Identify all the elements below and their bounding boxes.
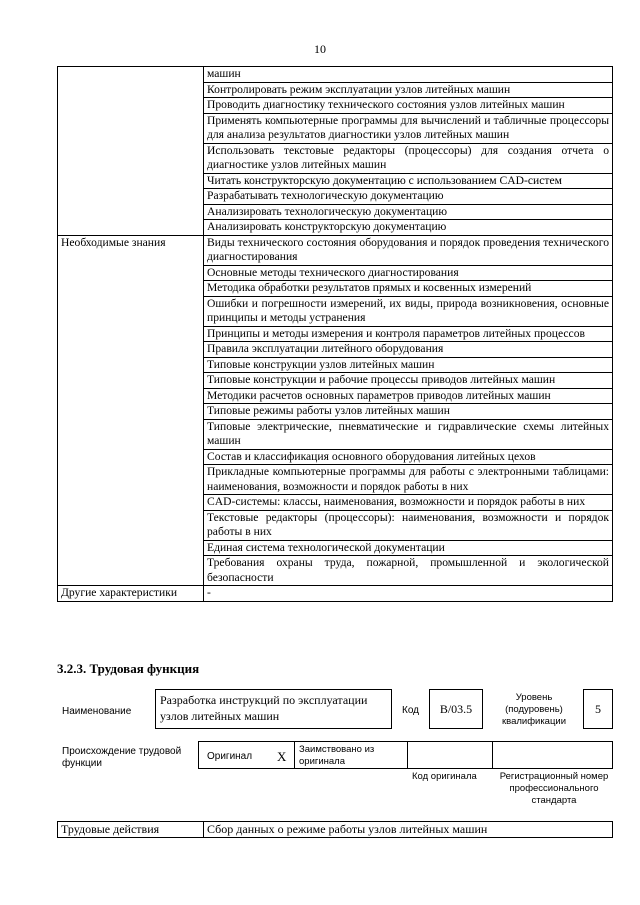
original-label: Оригинал	[207, 751, 253, 762]
table-row	[58, 67, 613, 83]
name-label: Наименование	[62, 706, 132, 717]
table-row	[58, 822, 613, 838]
row-text: CAD-системы: классы, наименования, возможности и порядок работы в них	[204, 495, 613, 511]
labor-actions-first: Сбор данных о режиме работы узлов литейных машин	[204, 822, 613, 838]
code-value: B/03.5	[429, 689, 483, 729]
name-box	[155, 689, 392, 729]
original-mark: X	[277, 749, 287, 764]
row-text: Требования охраны труда, пожарной, промышленной и экологической безопасности	[204, 556, 613, 586]
divider	[294, 742, 295, 768]
row-text: Читать конструкторскую документацию с использованием CAD-систем	[204, 173, 613, 189]
table-row	[58, 586, 613, 602]
code-caption: Код оригинала	[412, 771, 477, 782]
row-text: Типовые конструкции и рабочие процессы приводов литейных машин	[204, 373, 613, 389]
row-text: Применять компьютерные программы для вычислений и табличные процессоры для анализа результатов диагностики узлов литейных машин	[204, 113, 613, 143]
row-text: Контролировать режим эксплуатации узлов литейных машин	[204, 82, 613, 98]
labor-actions-label: Трудовые действия	[58, 822, 204, 838]
row-label: Необходимые знания	[58, 235, 204, 586]
row-text: Правила эксплуатации литейного оборудования	[204, 342, 613, 358]
row-label: Другие характеристики	[58, 586, 204, 602]
divider	[492, 742, 493, 768]
code-label: Код	[402, 705, 420, 716]
level-label: Уровень (подуровень) квалификации	[501, 692, 567, 727]
row-text: Анализировать технологическую документацию	[204, 204, 613, 220]
row-text: Состав и классификация основного оборудования литейных цехов	[204, 449, 613, 465]
row-text: Виды технического состояния оборудования и порядок проведения технического диагностирования	[204, 235, 613, 265]
borrowed-label: Заимствовано из оригинала	[299, 744, 375, 767]
labor-actions-table	[57, 821, 613, 838]
row-text: Единая система технологической документации	[204, 540, 613, 556]
row-text: Методика обработки результатов прямых и косвенных измерений	[204, 281, 613, 297]
level-value: 5	[583, 689, 613, 729]
row-text: Ошибки и погрешности измерений, их виды, природа возникновения, основные принципы и методы устранения	[204, 296, 613, 326]
divider	[407, 742, 408, 768]
row-text: Принципы и методы измерения и контроля параметров литейных процессов	[204, 326, 613, 342]
competency-table	[57, 66, 613, 602]
origin-label: Происхождение трудовой функции	[62, 746, 182, 769]
row-text: Проводить диагностику технического состояния узлов литейных машин	[204, 98, 613, 114]
row-text: машин	[204, 67, 613, 83]
name-value: Разработка инструкций по эксплуатации узлов литейных машин	[160, 693, 368, 723]
row-text: Использовать текстовые редакторы (процессоры) для создания отчета о диагностике узлов литейных машин	[204, 143, 613, 173]
row-text: Методики расчетов основных параметров приводов литейных машин	[204, 388, 613, 404]
row-text: -	[204, 586, 613, 602]
row-label	[58, 67, 204, 236]
row-text: Типовые конструкции узлов литейных машин	[204, 357, 613, 373]
row-text: Типовые режимы работы узлов литейных машин	[204, 404, 613, 420]
page-number: 10	[314, 42, 326, 56]
origin-box	[198, 741, 613, 769]
row-text: Текстовые редакторы (процессоры): наименования, возможности и порядок работы в них	[204, 510, 613, 540]
row-text: Типовые электрические, пневматические и гидравлические схемы литейных машин	[204, 419, 613, 449]
reg-caption: Регистрационный номер профессионального стандарта	[499, 771, 609, 806]
table-row	[58, 235, 613, 265]
row-text: Анализировать конструкторскую документацию	[204, 220, 613, 236]
row-text: Основные методы технического диагностирования	[204, 265, 613, 281]
section-heading: 3.2.3. Трудовая функция	[57, 661, 200, 676]
row-text: Разрабатывать технологическую документацию	[204, 189, 613, 205]
row-text: Прикладные компьютерные программы для работы с электронными таблицами: наименования, возможности и порядок работы в них	[204, 465, 613, 495]
